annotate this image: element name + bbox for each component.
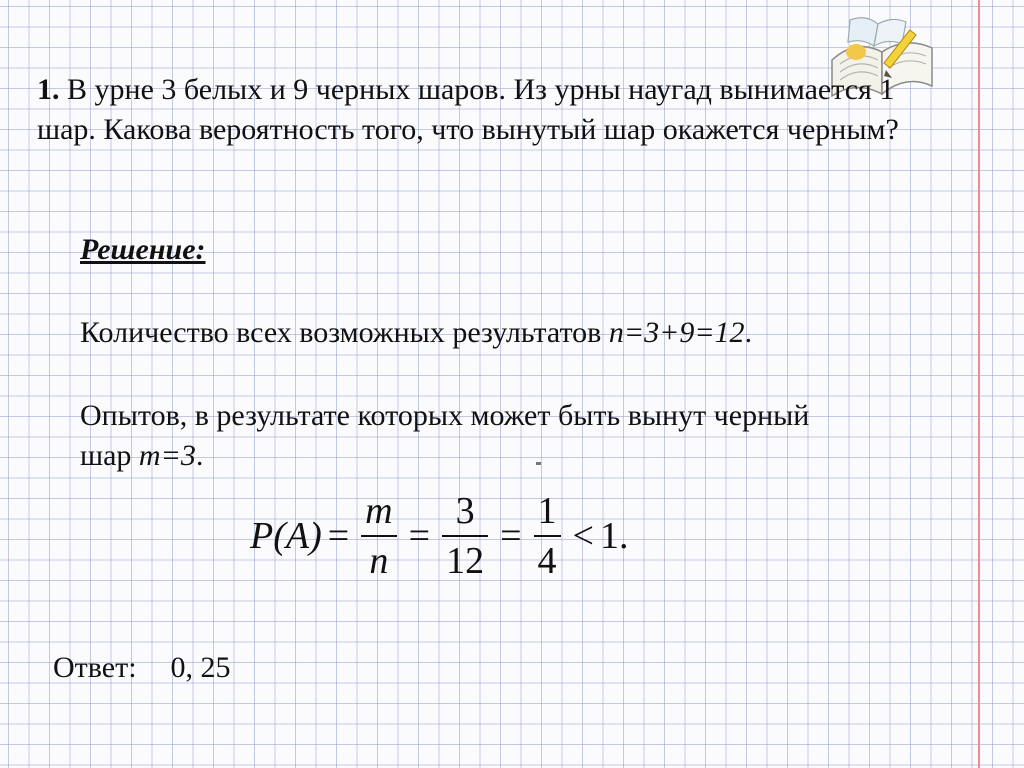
total-outcomes-line [80, 313, 752, 353]
answer-value: 0, 25 [170, 651, 231, 684]
favorable-outcomes-end: . [195, 439, 204, 472]
stray-mark [536, 462, 541, 465]
notebook-margin-line [978, 0, 980, 768]
total-outcomes-end: . [744, 316, 753, 349]
formula-equals-2: = [408, 515, 431, 557]
fraction-3-numerator: 3 [455, 490, 475, 532]
fraction-12-denominator: 12 [446, 540, 485, 582]
fraction-1-over-4 [534, 487, 561, 585]
formula-equals-1: = [327, 515, 350, 557]
problem-statement [37, 70, 937, 150]
formula-lhs: P(A) [250, 515, 322, 557]
total-outcomes-math: n=3+9=12 [608, 316, 745, 349]
fraction-3-over-12 [442, 487, 488, 585]
answer-line [53, 648, 231, 688]
problem-text: В урне 3 белых и 9 черных шаров. Из урны наугад вынимается 1 шар. Какова вероятность того, что вынутый шар окажется черным? [37, 73, 899, 146]
answer-label: Ответ: [53, 651, 137, 684]
formula-rhs: 1. [599, 515, 629, 557]
fraction-n-denominator: n [369, 540, 389, 582]
total-outcomes-text: Количество всех возможных результатов [80, 316, 609, 349]
solution-heading: Решение: [80, 233, 206, 266]
fraction-4-denominator: 4 [537, 540, 557, 582]
favorable-outcomes-math: m=3 [138, 439, 196, 472]
favorable-outcomes-text: Опытов, в результате которых может быть вынут черный шар [80, 399, 810, 472]
fraction-1-numerator: 1 [537, 490, 557, 532]
formula-less-than: < [572, 515, 594, 557]
problem-number: 1. [37, 73, 60, 106]
fraction-m-over-n [361, 487, 396, 585]
formula-equals-3: = [500, 515, 522, 557]
probability-formula [250, 487, 628, 585]
favorable-outcomes-line [80, 396, 860, 476]
fraction-m-numerator: m [365, 490, 393, 532]
